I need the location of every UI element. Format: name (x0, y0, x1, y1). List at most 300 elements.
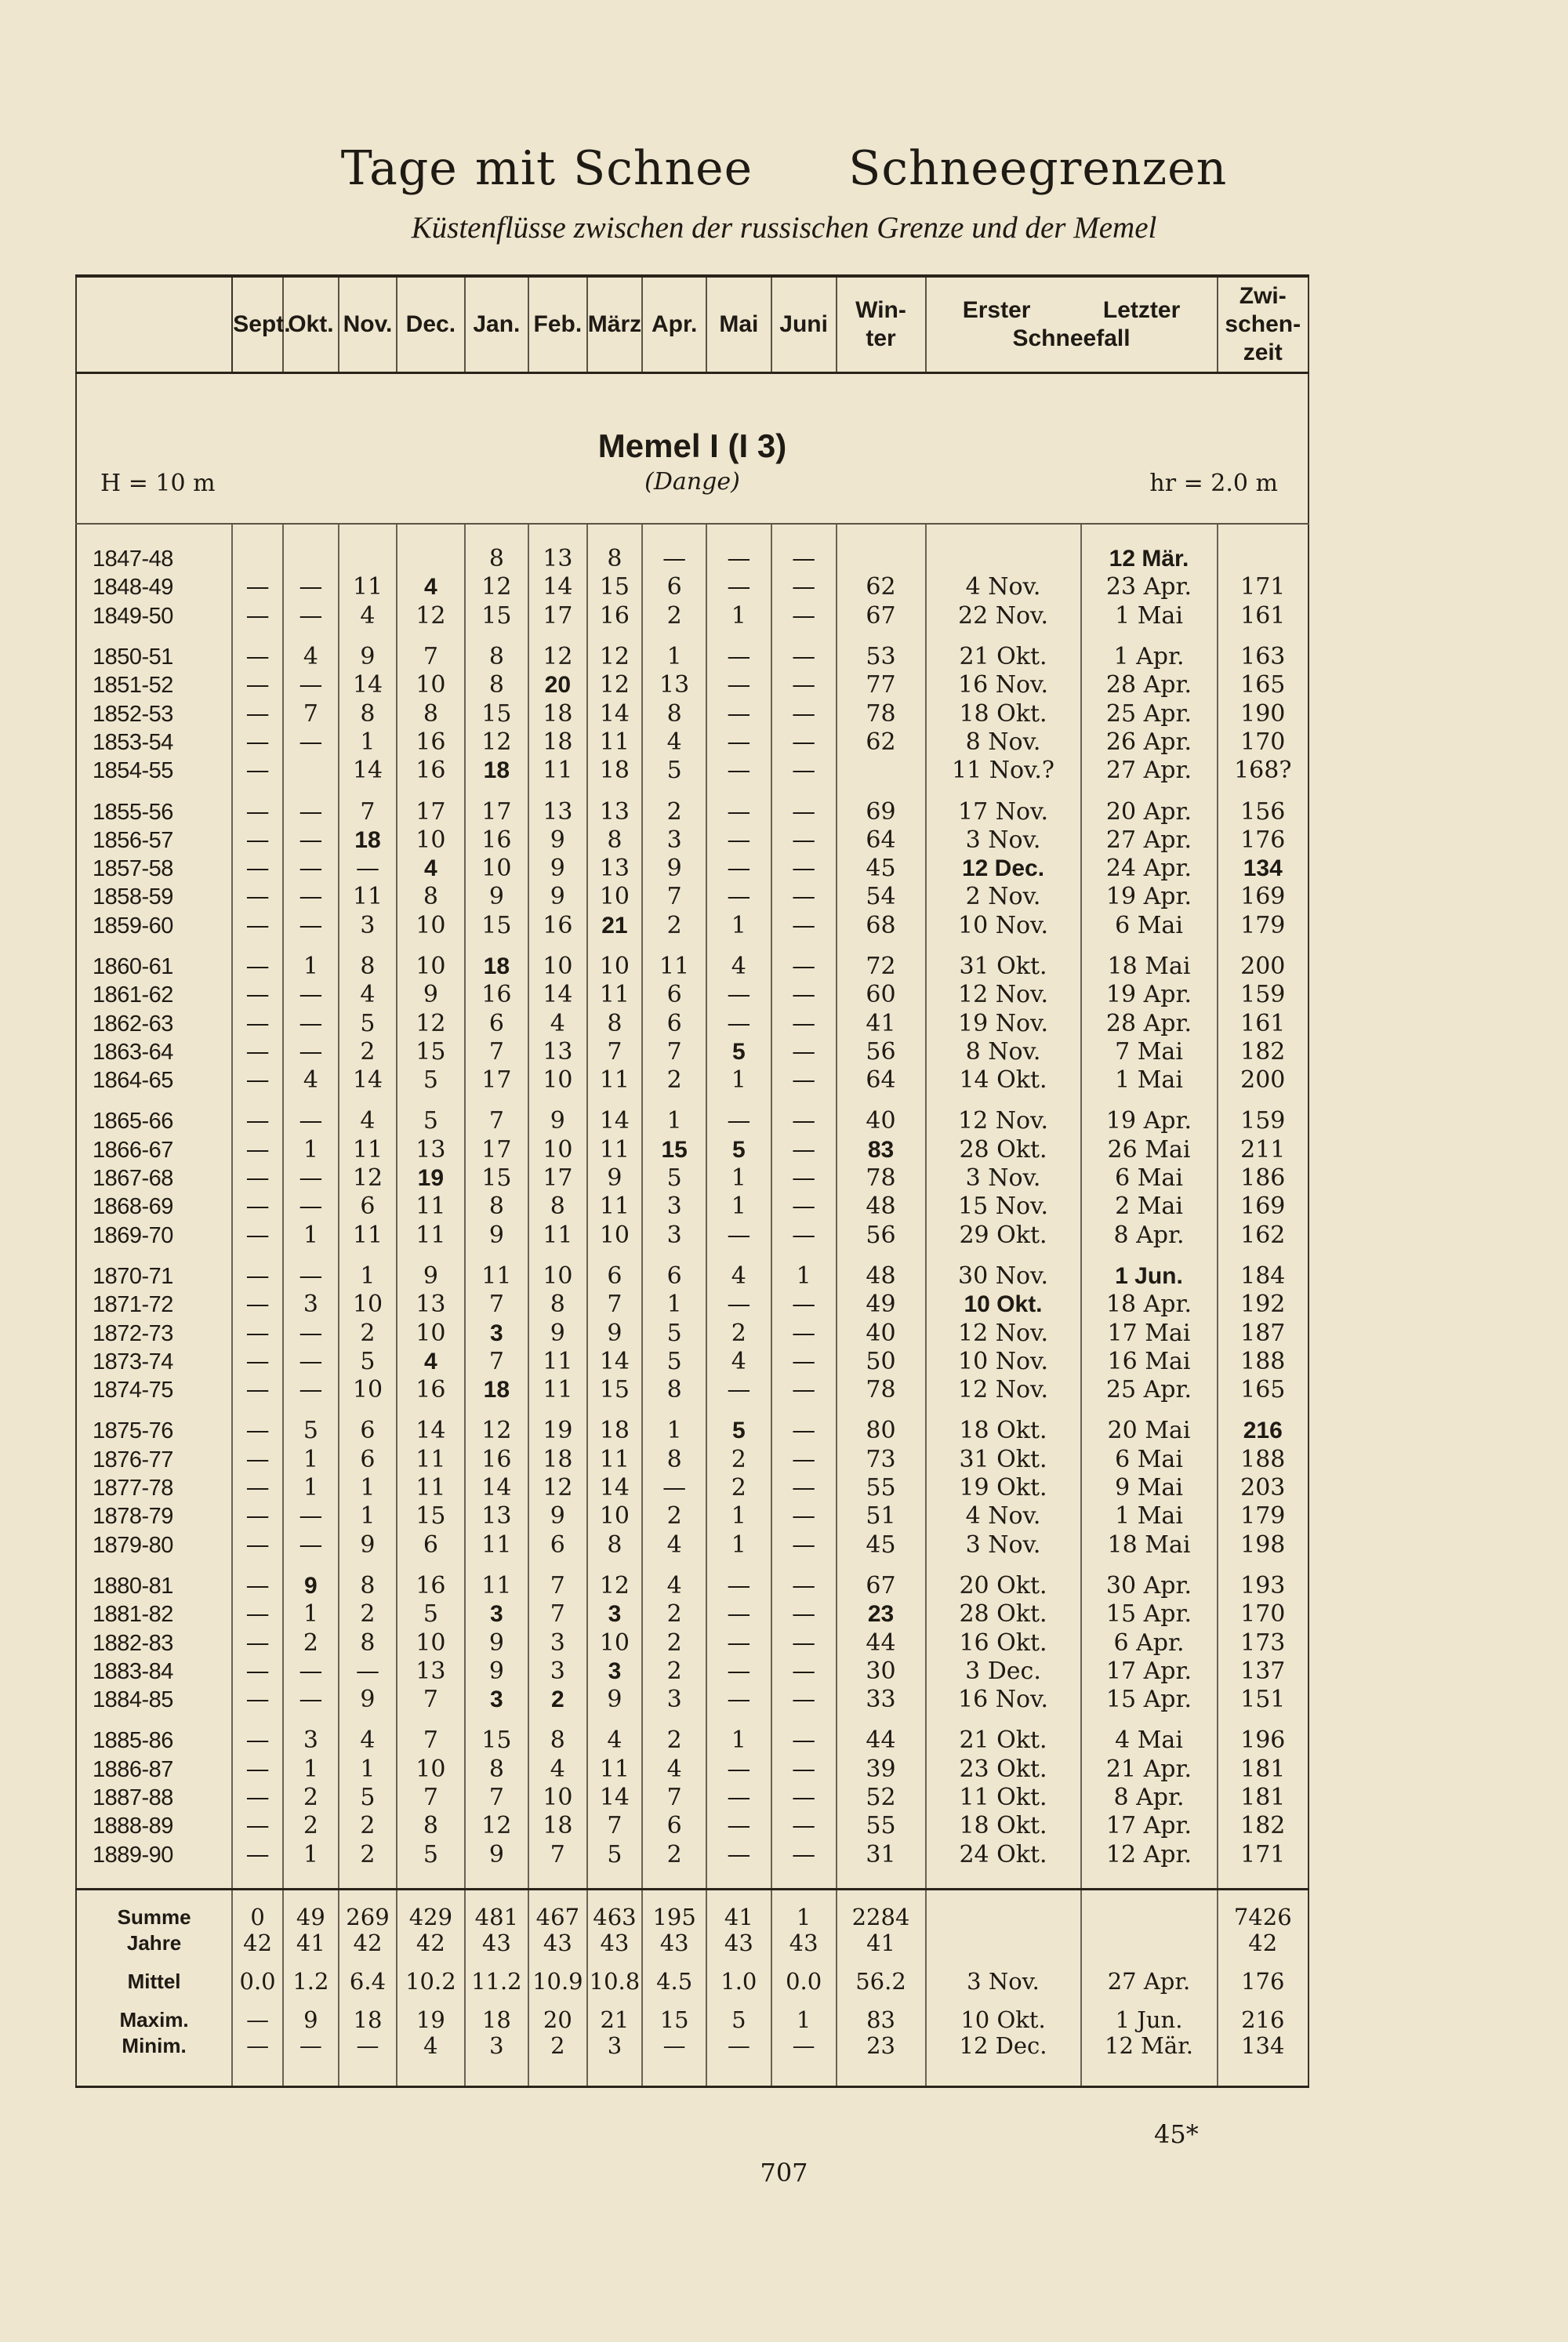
value-cell: 55 (837, 1474, 926, 1502)
value-cell: — (771, 1222, 837, 1250)
year-cell: 1856-57 (76, 826, 232, 855)
value-cell: 18 Okt. (926, 699, 1081, 728)
value-cell: 12 (528, 1474, 586, 1502)
value-cell: — (706, 757, 771, 785)
year-cell: 1850-51 (76, 630, 232, 671)
year-cell: 1852-53 (76, 699, 232, 728)
table-row (76, 1376, 1308, 1404)
table-row (76, 602, 1308, 630)
value-cell (283, 757, 339, 785)
value-cell: 12 (587, 630, 643, 671)
value-cell: 18 Apr. (1081, 1291, 1218, 1319)
summary-cell: 1 (771, 1889, 837, 1930)
value-cell: 3 (283, 1291, 339, 1319)
value-cell: 4 (283, 1066, 339, 1095)
value-cell: — (232, 1474, 283, 1502)
summary-cell: 269 (339, 1889, 397, 1930)
value-cell: 4 (339, 981, 397, 1009)
value-cell: 3 Nov. (926, 1531, 1081, 1560)
year-cell: 1849-50 (76, 602, 232, 630)
value-cell: — (771, 1009, 837, 1037)
value-cell: 9 (339, 1686, 397, 1714)
value-cell: 18 (587, 757, 643, 785)
value-cell: 2 (642, 1629, 706, 1657)
value-cell: 4 (339, 1714, 397, 1755)
table-row (76, 1319, 1308, 1347)
value-cell: — (706, 981, 771, 1009)
value-cell: 159 (1240, 1107, 1286, 1135)
value-cell: 10 (528, 1250, 586, 1291)
summary-row (76, 2033, 1308, 2087)
value-cell: — (232, 826, 283, 855)
summary-cell: 43 (771, 1930, 837, 1956)
value-cell: 12 (587, 671, 643, 699)
value-cell: 16 (397, 757, 464, 785)
value-cell: 1 (339, 1250, 397, 1291)
value-cell: 169 (1240, 1193, 1286, 1221)
value-cell: 2 (339, 1840, 397, 1889)
value-cell: — (232, 1686, 283, 1714)
value-cell: 6 (642, 573, 706, 601)
value-cell: — (232, 1812, 283, 1840)
summary-cell (926, 1889, 1081, 1930)
value-cell: — (232, 1348, 283, 1376)
value-cell: — (771, 1193, 837, 1221)
value-cell: 4 (397, 573, 464, 601)
value-cell: 10 (587, 1502, 643, 1530)
value-cell: 193 (1240, 1571, 1286, 1599)
value-cell: — (771, 1812, 837, 1840)
year-cell: 1872-73 (76, 1319, 232, 1347)
value-cell: 30 Nov. (926, 1250, 1081, 1291)
value-cell: — (283, 671, 339, 699)
header-month: Juni (771, 276, 837, 373)
value-cell: — (706, 1840, 771, 1889)
summary-cell: 2284 (837, 1889, 926, 1930)
value-cell: — (283, 1531, 339, 1560)
value-cell: 211 (1240, 1135, 1286, 1164)
value-cell: — (706, 1784, 771, 1812)
value-cell: 7 (642, 883, 706, 911)
value-cell: 16 (528, 912, 586, 940)
value-cell: 8 (528, 1291, 586, 1319)
value-cell: 4 (706, 1348, 771, 1376)
value-cell: 26 Apr. (1081, 728, 1218, 757)
table-row (76, 940, 1308, 981)
value-cell: 30 (837, 1658, 926, 1686)
value-cell: 14 (587, 1095, 643, 1135)
value-cell: 7 (465, 1784, 529, 1812)
value-cell: 12 (465, 573, 529, 601)
value-cell: — (283, 1009, 339, 1037)
summary-cell: 429 (397, 1889, 464, 1930)
value-cell: — (232, 1319, 283, 1347)
summary-cell: 12 Mär. (1081, 2033, 1218, 2087)
value-cell: 8 (465, 524, 529, 573)
value-cell: — (771, 602, 837, 630)
value-cell: 7 (587, 1812, 643, 1840)
value-cell: — (771, 883, 837, 911)
summary-cell: 9 (283, 1995, 339, 2033)
value-cell: 7 (642, 1038, 706, 1066)
summary-cell: — (706, 2033, 771, 2087)
value-cell: 159 (1240, 981, 1286, 1009)
value-cell: 181 (1240, 1755, 1286, 1783)
value-cell: 11 (397, 1446, 464, 1474)
year-cell: 1883-84 (76, 1658, 232, 1686)
value-cell: 6 Apr. (1081, 1629, 1218, 1657)
value-cell: 27 Apr. (1081, 826, 1218, 855)
value-cell: 17 Apr. (1081, 1812, 1218, 1840)
value-cell: 7 (465, 1291, 529, 1319)
summary-cell: 1 Jun. (1081, 1995, 1218, 2033)
table-row (76, 1009, 1308, 1037)
value-cell: 192 (1240, 1291, 1286, 1319)
value-cell: 12 Mär. (1081, 524, 1218, 573)
value-cell: 16 (397, 1560, 464, 1600)
value-cell: 16 Okt. (926, 1629, 1081, 1657)
value-cell: 9 (587, 1164, 643, 1193)
value-cell: 11 (339, 1222, 397, 1250)
value-cell: 8 (465, 630, 529, 671)
value-cell: 49 (837, 1291, 926, 1319)
value-cell: 13 (528, 524, 586, 573)
value-cell: 20 (528, 671, 586, 699)
summary-cell: 18 (465, 1995, 529, 2033)
value-cell: 9 (465, 1658, 529, 1686)
value-cell: — (771, 1376, 837, 1404)
value-cell: 15 (465, 602, 529, 630)
value-cell: 16 (587, 602, 643, 630)
year-cell: 1885-86 (76, 1714, 232, 1755)
value-cell: 9 (397, 981, 464, 1009)
value-cell: — (283, 1502, 339, 1530)
value-cell: — (283, 883, 339, 911)
value-cell: 11 (339, 883, 397, 911)
value-cell: — (771, 671, 837, 699)
value-cell: — (283, 1348, 339, 1376)
year-cell: 1884-85 (76, 1686, 232, 1714)
title-snow-days: Tage mit Schnee (340, 141, 753, 196)
value-cell: — (283, 1686, 339, 1714)
value-cell: 20 Okt. (926, 1560, 1081, 1600)
value-cell: 2 (642, 1714, 706, 1755)
value-cell: — (283, 1250, 339, 1291)
value-cell: — (771, 1840, 837, 1889)
value-cell: — (771, 1474, 837, 1502)
value-cell: — (771, 855, 837, 883)
station-subname: (Dange) (644, 468, 740, 496)
value-cell: — (771, 1686, 837, 1714)
value-cell: 11 (587, 1446, 643, 1474)
value-cell: 6 (339, 1446, 397, 1474)
value-cell (283, 524, 339, 573)
value-cell: 6 Mai (1081, 912, 1218, 940)
value-cell: 2 (642, 912, 706, 940)
table-row (76, 1291, 1308, 1319)
value-cell: 1 (706, 912, 771, 940)
value-cell: 6 (465, 1009, 529, 1037)
value-cell: 5 (706, 1404, 771, 1445)
value-cell: 162 (1240, 1221, 1286, 1249)
value-cell: 14 (587, 1784, 643, 1812)
value-cell: 5 (642, 757, 706, 785)
summary-label: Minim. (76, 2033, 232, 2087)
value-cell: — (771, 981, 837, 1009)
value-cell: 171 (1240, 573, 1286, 601)
year-cell: 1848-49 (76, 573, 232, 601)
value-cell: 16 Mai (1081, 1348, 1218, 1376)
value-cell: 2 (339, 1812, 397, 1840)
year-cell: 1854-55 (76, 757, 232, 785)
value-cell: 11 (587, 1193, 643, 1221)
value-cell: 14 (339, 671, 397, 699)
value-cell: 7 (397, 630, 464, 671)
value-cell: 1 (706, 1193, 771, 1221)
value-cell: 15 (465, 1164, 529, 1193)
value-cell: — (771, 1348, 837, 1376)
value-cell: 4 (642, 728, 706, 757)
value-cell: 7 (465, 1348, 529, 1376)
value-cell: 51 (837, 1502, 926, 1530)
value-cell: 3 (642, 1193, 706, 1221)
value-cell: 18 (465, 1376, 529, 1404)
value-cell: 13 (397, 1291, 464, 1319)
station-gauge-height: hr = 2.0 m (1149, 470, 1278, 497)
value-cell: 10 (397, 1629, 464, 1657)
value-cell: 9 (465, 1222, 529, 1250)
year-cell: 1863-64 (76, 1038, 232, 1066)
summary-cell: 216 (1241, 2006, 1285, 2033)
summary-cell (926, 1930, 1081, 1956)
value-cell: 64 (837, 826, 926, 855)
value-cell: — (771, 1066, 837, 1095)
value-cell: — (232, 573, 283, 601)
summary-cell: 41 (706, 1889, 771, 1930)
year-cell: 1875-76 (76, 1404, 232, 1445)
value-cell: — (771, 785, 837, 826)
value-cell: 21 Okt. (926, 1714, 1081, 1755)
value-cell: 14 (339, 757, 397, 785)
value-cell: — (771, 1658, 837, 1686)
value-cell: — (771, 940, 837, 981)
summary-cell: 18 (339, 1995, 397, 2033)
value-cell: 14 (465, 1474, 529, 1502)
value-cell: 17 (397, 785, 464, 826)
summary-cell: 42 (339, 1930, 397, 1956)
value-cell: 1 (642, 1095, 706, 1135)
value-cell: 14 (528, 981, 586, 1009)
table-row (76, 1095, 1308, 1135)
value-cell: — (642, 1474, 706, 1502)
summary-cell: 134 (1241, 2032, 1285, 2059)
value-cell: 4 (642, 1560, 706, 1600)
value-cell: 3 Nov. (926, 826, 1081, 855)
table-row (76, 1136, 1308, 1164)
year-cell: 1855-56 (76, 785, 232, 826)
value-cell: — (232, 728, 283, 757)
value-cell: — (232, 1840, 283, 1889)
summary-cell: 23 (837, 2033, 926, 2087)
value-cell: — (706, 728, 771, 757)
value-cell: 19 Apr. (1081, 981, 1218, 1009)
value-cell: 14 Okt. (926, 1066, 1081, 1095)
value-cell: 11 (465, 1250, 529, 1291)
value-cell: 44 (837, 1714, 926, 1755)
table-row (76, 981, 1308, 1009)
value-cell: 15 Nov. (926, 1193, 1081, 1221)
value-cell: 1 (283, 940, 339, 981)
value-cell: — (232, 1446, 283, 1474)
value-cell: 10 (339, 1291, 397, 1319)
value-cell: — (706, 1222, 771, 1250)
year-cell: 1861-62 (76, 981, 232, 1009)
value-cell: 171 (1240, 1840, 1286, 1868)
value-cell: — (771, 1714, 837, 1755)
value-cell: 72 (837, 940, 926, 981)
value-cell: 14 (587, 699, 643, 728)
header-month: Sept. (232, 276, 283, 373)
value-cell: 15 (587, 573, 643, 601)
value-cell: — (232, 785, 283, 826)
value-cell: 10 (397, 912, 464, 940)
value-cell: 15 (465, 699, 529, 728)
year-cell: 1881-82 (76, 1600, 232, 1629)
summary-cell: 27 Apr. (1081, 1956, 1218, 1995)
value-cell: 7 (283, 699, 339, 728)
value-cell: — (232, 1095, 283, 1135)
value-cell: 3 Dec. (926, 1658, 1081, 1686)
value-cell: 1 (283, 1136, 339, 1164)
value-cell: 33 (837, 1686, 926, 1714)
value-cell: 4 (642, 1756, 706, 1784)
year-cell: 1853-54 (76, 728, 232, 757)
value-cell: — (283, 826, 339, 855)
year-cell: 1877-78 (76, 1474, 232, 1502)
value-cell: — (283, 1319, 339, 1347)
value-cell: 18 (528, 728, 586, 757)
value-cell: 10 (587, 1629, 643, 1657)
value-cell: 29 Okt. (926, 1222, 1081, 1250)
summary-cell (1081, 1930, 1218, 1956)
value-cell: 53 (837, 630, 926, 671)
value-cell: 55 (837, 1812, 926, 1840)
value-cell: 73 (837, 1446, 926, 1474)
value-cell: 78 (837, 1164, 926, 1193)
year-cell: 1869-70 (76, 1222, 232, 1250)
page-number: 707 (760, 2158, 808, 2188)
summary-cell: — (339, 2033, 397, 2087)
value-cell: 8 (397, 699, 464, 728)
summary-cell: 42 (1248, 1929, 1278, 1956)
table-row (76, 1038, 1308, 1066)
table-row (76, 524, 1308, 573)
value-cell: — (771, 1756, 837, 1784)
value-cell: 9 (528, 855, 586, 883)
summary-cell: 176 (1241, 1967, 1285, 1995)
value-cell: 2 Nov. (926, 883, 1081, 911)
value-cell: 8 (465, 1193, 529, 1221)
value-cell: 56 (837, 1222, 926, 1250)
value-cell: — (771, 728, 837, 757)
value-cell: 27 Apr. (1081, 757, 1218, 785)
value-cell: 8 (339, 1560, 397, 1600)
value-cell: 2 (642, 1502, 706, 1530)
value-cell: 8 (465, 1756, 529, 1784)
value-cell: 203 (1240, 1474, 1286, 1502)
value-cell: 1 (283, 1474, 339, 1502)
value-cell: 18 (528, 1446, 586, 1474)
value-cell: 8 Apr. (1081, 1222, 1218, 1250)
table-header (76, 276, 1308, 373)
value-cell: 3 (528, 1629, 586, 1657)
value-cell: 19 Apr. (1081, 1095, 1218, 1135)
year-cell: 1870-71 (76, 1250, 232, 1291)
value-cell: 18 (587, 1404, 643, 1445)
value-cell: 31 Okt. (926, 1446, 1081, 1474)
value-cell: 8 Apr. (1081, 1784, 1218, 1812)
value-cell: 4 (587, 1714, 643, 1755)
value-cell: 2 (706, 1319, 771, 1347)
value-cell: 137 (1240, 1657, 1286, 1685)
value-cell: 10 (397, 1319, 464, 1347)
value-cell: 9 (528, 1319, 586, 1347)
value-cell: 12 (465, 728, 529, 757)
value-cell: 7 (397, 1714, 464, 1755)
summary-row (76, 1995, 1308, 2033)
value-cell: 67 (837, 602, 926, 630)
value-cell: 3 Nov. (926, 1164, 1081, 1193)
value-cell: 12 Apr. (1081, 1840, 1218, 1889)
table-row (76, 912, 1308, 940)
value-cell: 6 (339, 1193, 397, 1221)
value-cell: 1 (706, 602, 771, 630)
value-cell: 25 Apr. (1081, 699, 1218, 728)
value-cell: 44 (837, 1629, 926, 1657)
value-cell: 4 (397, 1348, 464, 1376)
value-cell: — (706, 883, 771, 911)
value-cell: 163 (1240, 643, 1286, 671)
value-cell (339, 524, 397, 573)
value-cell: 17 Mai (1081, 1319, 1218, 1347)
value-cell: — (232, 1222, 283, 1250)
value-cell: 187 (1240, 1319, 1286, 1347)
value-cell: — (232, 1376, 283, 1404)
value-cell: 151 (1240, 1686, 1286, 1714)
value-cell: 12 Nov. (926, 1376, 1081, 1404)
summary-label: Mittel (76, 1956, 232, 1995)
value-cell: — (283, 573, 339, 601)
table-row (76, 1560, 1308, 1600)
value-cell: 6 Mai (1081, 1164, 1218, 1193)
value-cell: 3 (587, 1600, 643, 1629)
station-name: Memel I (I 3) (597, 427, 787, 464)
header-month: Jan. (465, 276, 529, 373)
value-cell: 10 (587, 1222, 643, 1250)
value-cell: 28 Okt. (926, 1600, 1081, 1629)
value-cell: — (283, 912, 339, 940)
value-cell: — (232, 855, 283, 883)
value-cell: 200 (1240, 953, 1286, 980)
value-cell: 3 (465, 1600, 529, 1629)
value-cell: 5 (397, 1600, 464, 1629)
table-row (76, 699, 1308, 728)
value-cell: 182 (1240, 1037, 1286, 1066)
value-cell: 7 (339, 785, 397, 826)
value-cell: 1 Jun. (1081, 1250, 1218, 1291)
value-cell: — (232, 671, 283, 699)
value-cell: 2 (706, 1474, 771, 1502)
